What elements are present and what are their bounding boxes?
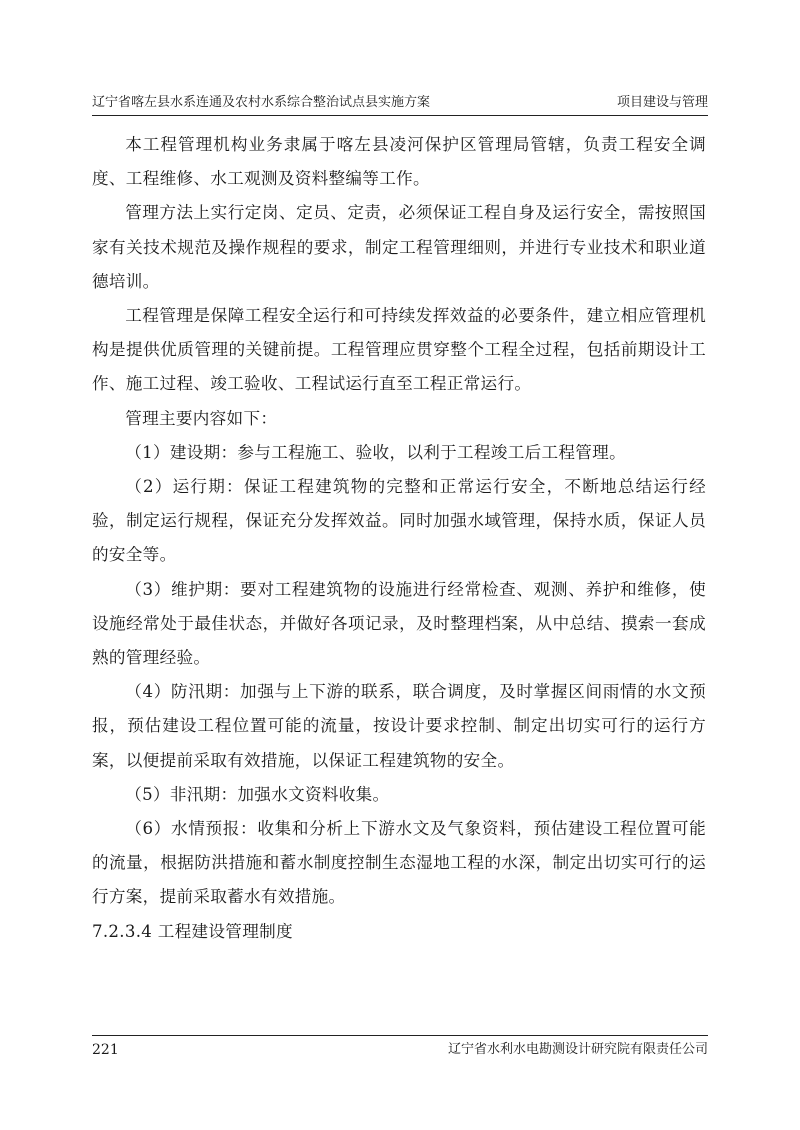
list-item: （4）防汛期：加强与上下游的联系，联合调度，及时掌握区间雨情的水文预报，预估建设工程位置可能的流量，按设计要求控制、制定出切实可行的运行方案，以便提前采取有效措施，以保证工程建筑物的安全。 bbox=[92, 682, 706, 770]
list-item: （5）非汛期：加强水文资料收集。 bbox=[125, 784, 390, 804]
header-divider bbox=[92, 115, 708, 116]
paragraph: 管理主要内容如下： bbox=[125, 408, 278, 428]
organization-name: 辽宁省水利水电勘测设计研究院有限责任公司 bbox=[447, 1042, 708, 1057]
chapter-title: 项目建设与管理 bbox=[616, 95, 708, 110]
paragraph: 本工程管理机构业务隶属于喀左县凌河保护区管理局管辖，负责工程安全调度、工程维修、水工观测及资料整编等工作。 bbox=[92, 135, 706, 189]
list-item: （6）水情预报：收集和分析上下游水文及气象资料，预估建设工程位置可能的流量，根据防洪措施和蓄水制度控制生态湿地工程的水深，制定出切实可行的运行方案，提前采取蓄水有效措施。 bbox=[92, 819, 706, 907]
paragraph: 管理方法上实行定岗、定员、定责，必须保证工程自身及运行安全，需按照国家有关技术规范及操作规程的要求，制定工程管理细则，并进行专业技术和职业道德培训。 bbox=[92, 203, 706, 291]
list-item: （3）维护期：要对工程建筑物的设施进行经常检查、观测、养护和维修，使设施经常处于最佳状态，并做好各项记录，及时整理档案，从中总结、摸索一套成熟的管理经验。 bbox=[92, 579, 706, 668]
document-title: 辽宁省喀左县水系连通及农村水系综合整治试点县实施方案 bbox=[92, 95, 431, 110]
list-item: （2）运行期：保证工程建筑物的完整和正常运行安全，不断地总结运行经验，制定运行规程，保证充分发挥效益。同时加强水域管理，保持水质，保证人员的安全等。 bbox=[92, 477, 706, 565]
document-body bbox=[92, 128, 706, 949]
page-number: 221 bbox=[92, 1042, 119, 1058]
paragraph: 工程管理是保障工程安全运行和可持续发挥效益的必要条件，建立相应管理机构是提供优质管理的关键前提。工程管理应贯穿整个工程全过程，包括前期设计工作、施工过程、竣工验收、工程试运行直至工程正常运行。 bbox=[92, 306, 706, 394]
footer-divider bbox=[92, 1035, 708, 1036]
section-heading: 7.2.3.4 工程建设管理制度 bbox=[92, 921, 293, 941]
page-header bbox=[92, 94, 708, 112]
page-footer bbox=[92, 1040, 708, 1060]
list-item: （1）建设期：参与工程施工、验收，以利于工程竣工后工程管理。 bbox=[125, 442, 626, 462]
